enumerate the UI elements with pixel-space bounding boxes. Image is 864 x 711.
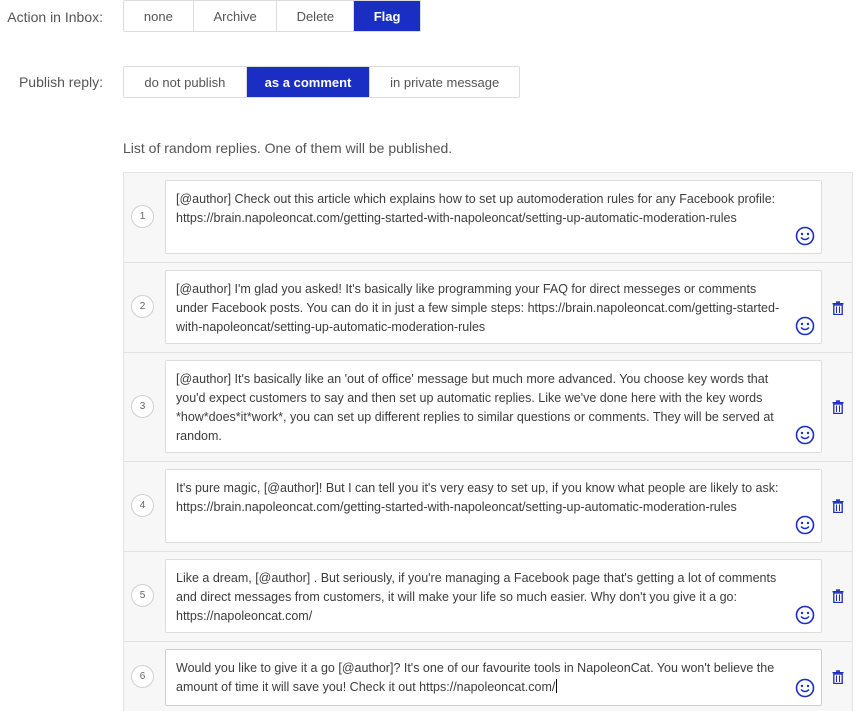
text-cursor [556,679,557,693]
reply-item [124,353,852,462]
reply-number: 6 [131,665,154,688]
reply-item [124,642,852,711]
reply-text-field[interactable] [165,360,822,453]
trash-icon[interactable] [832,400,844,414]
publish-reply-label: Publish reply: [18,74,103,90]
trash-icon[interactable] [832,301,844,315]
reply-text: [@author] Check out this article which explains how to set up automoderation rules for any Facebook profile: https://brain.napoleoncat.com/getting-started-with-napoleoncat/setting-up-automatic-moderation-rules [176,192,776,225]
reply-number: 3 [131,395,154,418]
reply-number: 2 [131,295,154,318]
replies-caption: List of random replies. One of them will be published. [123,140,453,156]
trash-icon[interactable] [832,499,844,513]
action-in-inbox-toggle [123,0,421,32]
reply-text-field[interactable] [165,180,822,254]
reply-text: [@author] It's basically like an 'out of office' message but much more advanced. You choose key words that you'd expect customers to say and then set up automatic replies. Like we've done here with the key words *how*does*it*work*, you can set up different replies to similar questions or comments. They will be served at random. [176,372,774,443]
publish-reply-toggle [123,66,520,98]
reply-text: Like a dream, [@author] . But seriously, if you're managing a Facebook page that's getting a lot of comments and direct messages from customers, it will make your life so much easier. Why don't you give it a go: https://napoleoncat.com/ [176,571,777,623]
emoji-icon[interactable] [795,605,815,625]
reply-text: It's pure magic, [@author]! But I can tell you it's very easy to set up, if you know what people are likely to ask: https://brain.napoleoncat.com/getting-started-with-napoleoncat/setting-up-automatic-moderation-rules [176,481,779,514]
publish-option-as-comment[interactable]: as a comment [247,67,371,97]
emoji-icon[interactable] [795,425,815,445]
emoji-icon[interactable] [795,316,815,336]
reply-text: Would you like to give it a go [@author]? It's one of our favourite tools in NapoleonCat. You won't believe the amount of time it will save you! Check it out https://napoleoncat.com/ [176,661,775,694]
reply-text: [@author] I'm glad you asked! It's basically like programming your FAQ for direct messeges or comments under Facebook posts. You can do it in just a few simple steps: https://brain.napoleoncat.com/getting-started-with-napoleoncat/setting-up-automatic-moderation-rules [176,282,780,334]
reply-item [124,263,852,353]
reply-number: 1 [131,205,154,228]
reply-number: 5 [131,584,154,607]
reply-item [124,552,852,642]
emoji-icon[interactable] [795,678,815,698]
emoji-icon[interactable] [795,515,815,535]
action-option-archive[interactable]: Archive [194,1,278,31]
replies-list [123,172,853,711]
reply-text-field[interactable] [165,469,822,543]
trash-icon[interactable] [832,589,844,603]
reply-text-field[interactable] [165,270,822,344]
action-option-flag[interactable]: Flag [354,1,420,31]
reply-item [124,462,852,552]
reply-item [124,173,852,263]
reply-text-field[interactable] [165,559,822,633]
reply-text-field[interactable] [165,649,822,706]
action-in-inbox-label: Action in Inbox: [7,9,103,25]
emoji-icon[interactable] [795,226,815,246]
action-option-delete[interactable]: Delete [277,1,354,31]
trash-icon[interactable] [832,670,844,684]
action-option-none[interactable]: none [124,1,194,31]
reply-number: 4 [131,494,154,517]
publish-option-do-not-publish[interactable]: do not publish [124,67,247,97]
publish-option-private-message[interactable]: in private message [370,67,519,97]
